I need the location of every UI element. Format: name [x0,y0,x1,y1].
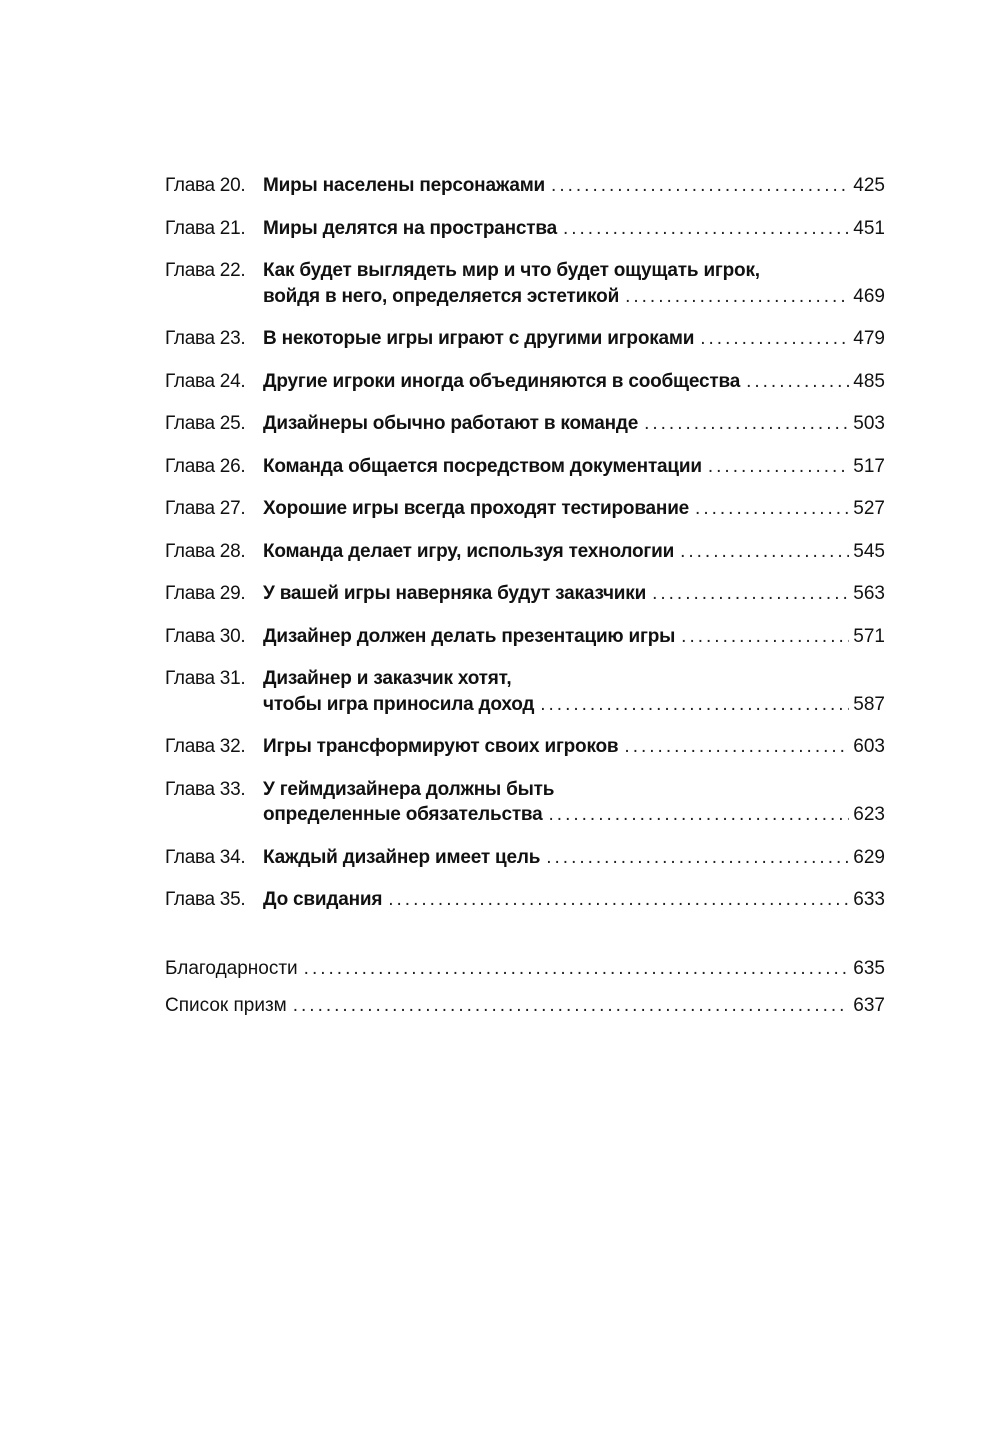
chapter-title: Другие игроки иногда объединяются в сообщества [263,370,741,392]
dot-leader [549,802,850,828]
back-matter-title: Список призм [165,995,287,1016]
chapter-list [165,173,885,913]
dot-leader [304,956,850,982]
page-number: 635 [853,957,885,979]
toc-leader-line [263,496,885,522]
chapter-number: Глава 29. [165,583,246,604]
page-number: 571 [853,625,885,647]
page-number: 479 [853,328,885,349]
dot-leader [540,692,849,718]
chapter-title: У вашей игры наверняка будут заказчики [263,583,647,604]
chapter-title-line: Как будет выглядеть мир и что будет ощущать игрок, [263,260,760,281]
chapter-number: Глава 25. [165,413,246,434]
chapter-title-block [263,411,885,437]
page-number: 629 [853,846,885,868]
toc-leader-line [263,326,885,352]
dot-leader [551,173,849,199]
back-matter-entry[interactable] [165,993,885,1019]
chapter-title-block [263,326,885,352]
dot-leader [644,411,849,437]
chapter-number: Глава 26. [165,455,246,477]
chapter-title-block [263,666,885,717]
chapter-title: Команда общается посредством документации [263,455,702,477]
chapter-title-block [263,369,885,395]
page-number: 587 [853,693,885,715]
chapter-title: Дизайнеры обычно работают в команде [263,413,639,434]
toc-leader-line [263,539,885,565]
toc-entry[interactable] [165,777,885,828]
toc-entry[interactable] [165,496,885,522]
chapter-number: Глава 32. [165,736,246,757]
chapter-title: войдя в него, определяется эстетикой [263,285,620,307]
page-number: 517 [853,455,885,477]
chapter-title-block [263,734,885,760]
toc-entry[interactable] [165,369,885,395]
chapter-title-block [263,581,885,607]
page-number: 451 [853,217,885,239]
chapter-title-block [263,777,885,828]
chapter-number: Глава 30. [165,625,246,647]
dot-leader [746,369,849,395]
toc-entry[interactable] [165,581,885,607]
dot-leader [681,624,849,650]
dot-leader [293,993,850,1019]
toc-leader-line [263,692,885,718]
toc-entry[interactable] [165,454,885,480]
toc-leader-line [263,624,885,650]
chapter-title: Хорошие игры всегда проходят тестирование [263,498,690,519]
toc-entry[interactable] [165,173,885,199]
page-number: 527 [853,498,885,519]
toc-entry[interactable] [165,887,885,913]
page-number: 503 [853,413,885,434]
chapter-title: Команда делает игру, используя технологии [263,540,675,562]
toc-leader-line [165,956,885,982]
toc-leader-line [263,845,885,871]
toc-entry[interactable] [165,624,885,650]
dot-leader [708,454,849,480]
toc-leader-line [263,802,885,828]
chapter-number: Глава 28. [165,540,246,562]
toc-leader-line [263,581,885,607]
page-number: 469 [853,285,885,307]
chapter-title-block [263,887,885,913]
toc-entry[interactable] [165,666,885,717]
dot-leader [625,284,849,310]
dot-leader [680,539,849,565]
dot-leader [624,734,849,760]
dot-leader [546,845,849,871]
chapter-number: Глава 33. [165,778,246,800]
chapter-number: Глава 21. [165,217,246,239]
page-number: 563 [853,583,885,604]
chapter-title: Миры делятся на пространства [263,217,557,239]
chapter-title: Миры населены персонажами [263,175,546,196]
chapter-number: Глава 22. [165,260,246,281]
chapter-title-line: У геймдизайнера должны быть [263,778,555,800]
page-number: 633 [853,889,885,910]
toc-leader-line [263,454,885,480]
chapter-title: До свидания [263,889,383,910]
toc-entry[interactable] [165,326,885,352]
chapter-title-block [263,496,885,522]
chapter-title: определенные обязательства [263,804,543,825]
table-of-contents [165,173,885,1031]
back-matter-list [165,956,885,1019]
chapter-title: чтобы игра приносила доход [263,693,535,715]
page-number: 603 [853,736,885,757]
chapter-number: Глава 27. [165,498,246,519]
chapter-number: Глава 35. [165,889,246,910]
toc-leader-line [263,734,885,760]
page-number: 425 [853,175,885,196]
chapter-title-block [263,539,885,565]
dot-leader [700,326,849,352]
toc-leader-line [263,284,885,310]
chapter-title: Игры трансформируют своих игроков [263,736,619,757]
page-number: 623 [853,804,885,825]
chapter-title-block [263,454,885,480]
toc-entry[interactable] [165,216,885,242]
toc-entry[interactable] [165,258,885,309]
back-matter-title: Благодарности [165,957,298,979]
dot-leader [388,887,849,913]
chapter-title-block [263,216,885,242]
chapter-number: Глава 31. [165,668,246,689]
toc-entry[interactable] [165,539,885,565]
chapter-title: Каждый дизайнер имеет цель [263,846,541,868]
toc-leader-line [263,369,885,395]
toc-leader-line [165,993,885,1019]
chapter-title-line: Дизайнер и заказчик хотят, [263,668,512,689]
toc-leader-line [263,216,885,242]
toc-entry[interactable] [165,845,885,871]
page-number: 637 [853,995,885,1016]
chapter-number: Глава 34. [165,846,246,868]
page-number: 545 [853,540,885,562]
chapter-title-block [263,258,885,309]
chapter-title-block [263,624,885,650]
dot-leader [652,581,849,607]
back-matter-entry[interactable] [165,956,885,982]
toc-leader-line [263,173,885,199]
dot-leader [695,496,849,522]
toc-entry[interactable] [165,411,885,437]
toc-entry[interactable] [165,734,885,760]
dot-leader [563,216,849,242]
chapter-title: Дизайнер должен делать презентацию игры [263,625,676,647]
chapter-title-block [263,173,885,199]
chapter-number: Глава 24. [165,370,246,392]
toc-leader-line [263,887,885,913]
chapter-number: Глава 23. [165,328,246,349]
page-number: 485 [853,370,885,392]
chapter-number: Глава 20. [165,175,246,196]
chapter-title: В некоторые игры играют с другими игроками [263,328,695,349]
toc-leader-line [263,411,885,437]
chapter-title-block [263,845,885,871]
